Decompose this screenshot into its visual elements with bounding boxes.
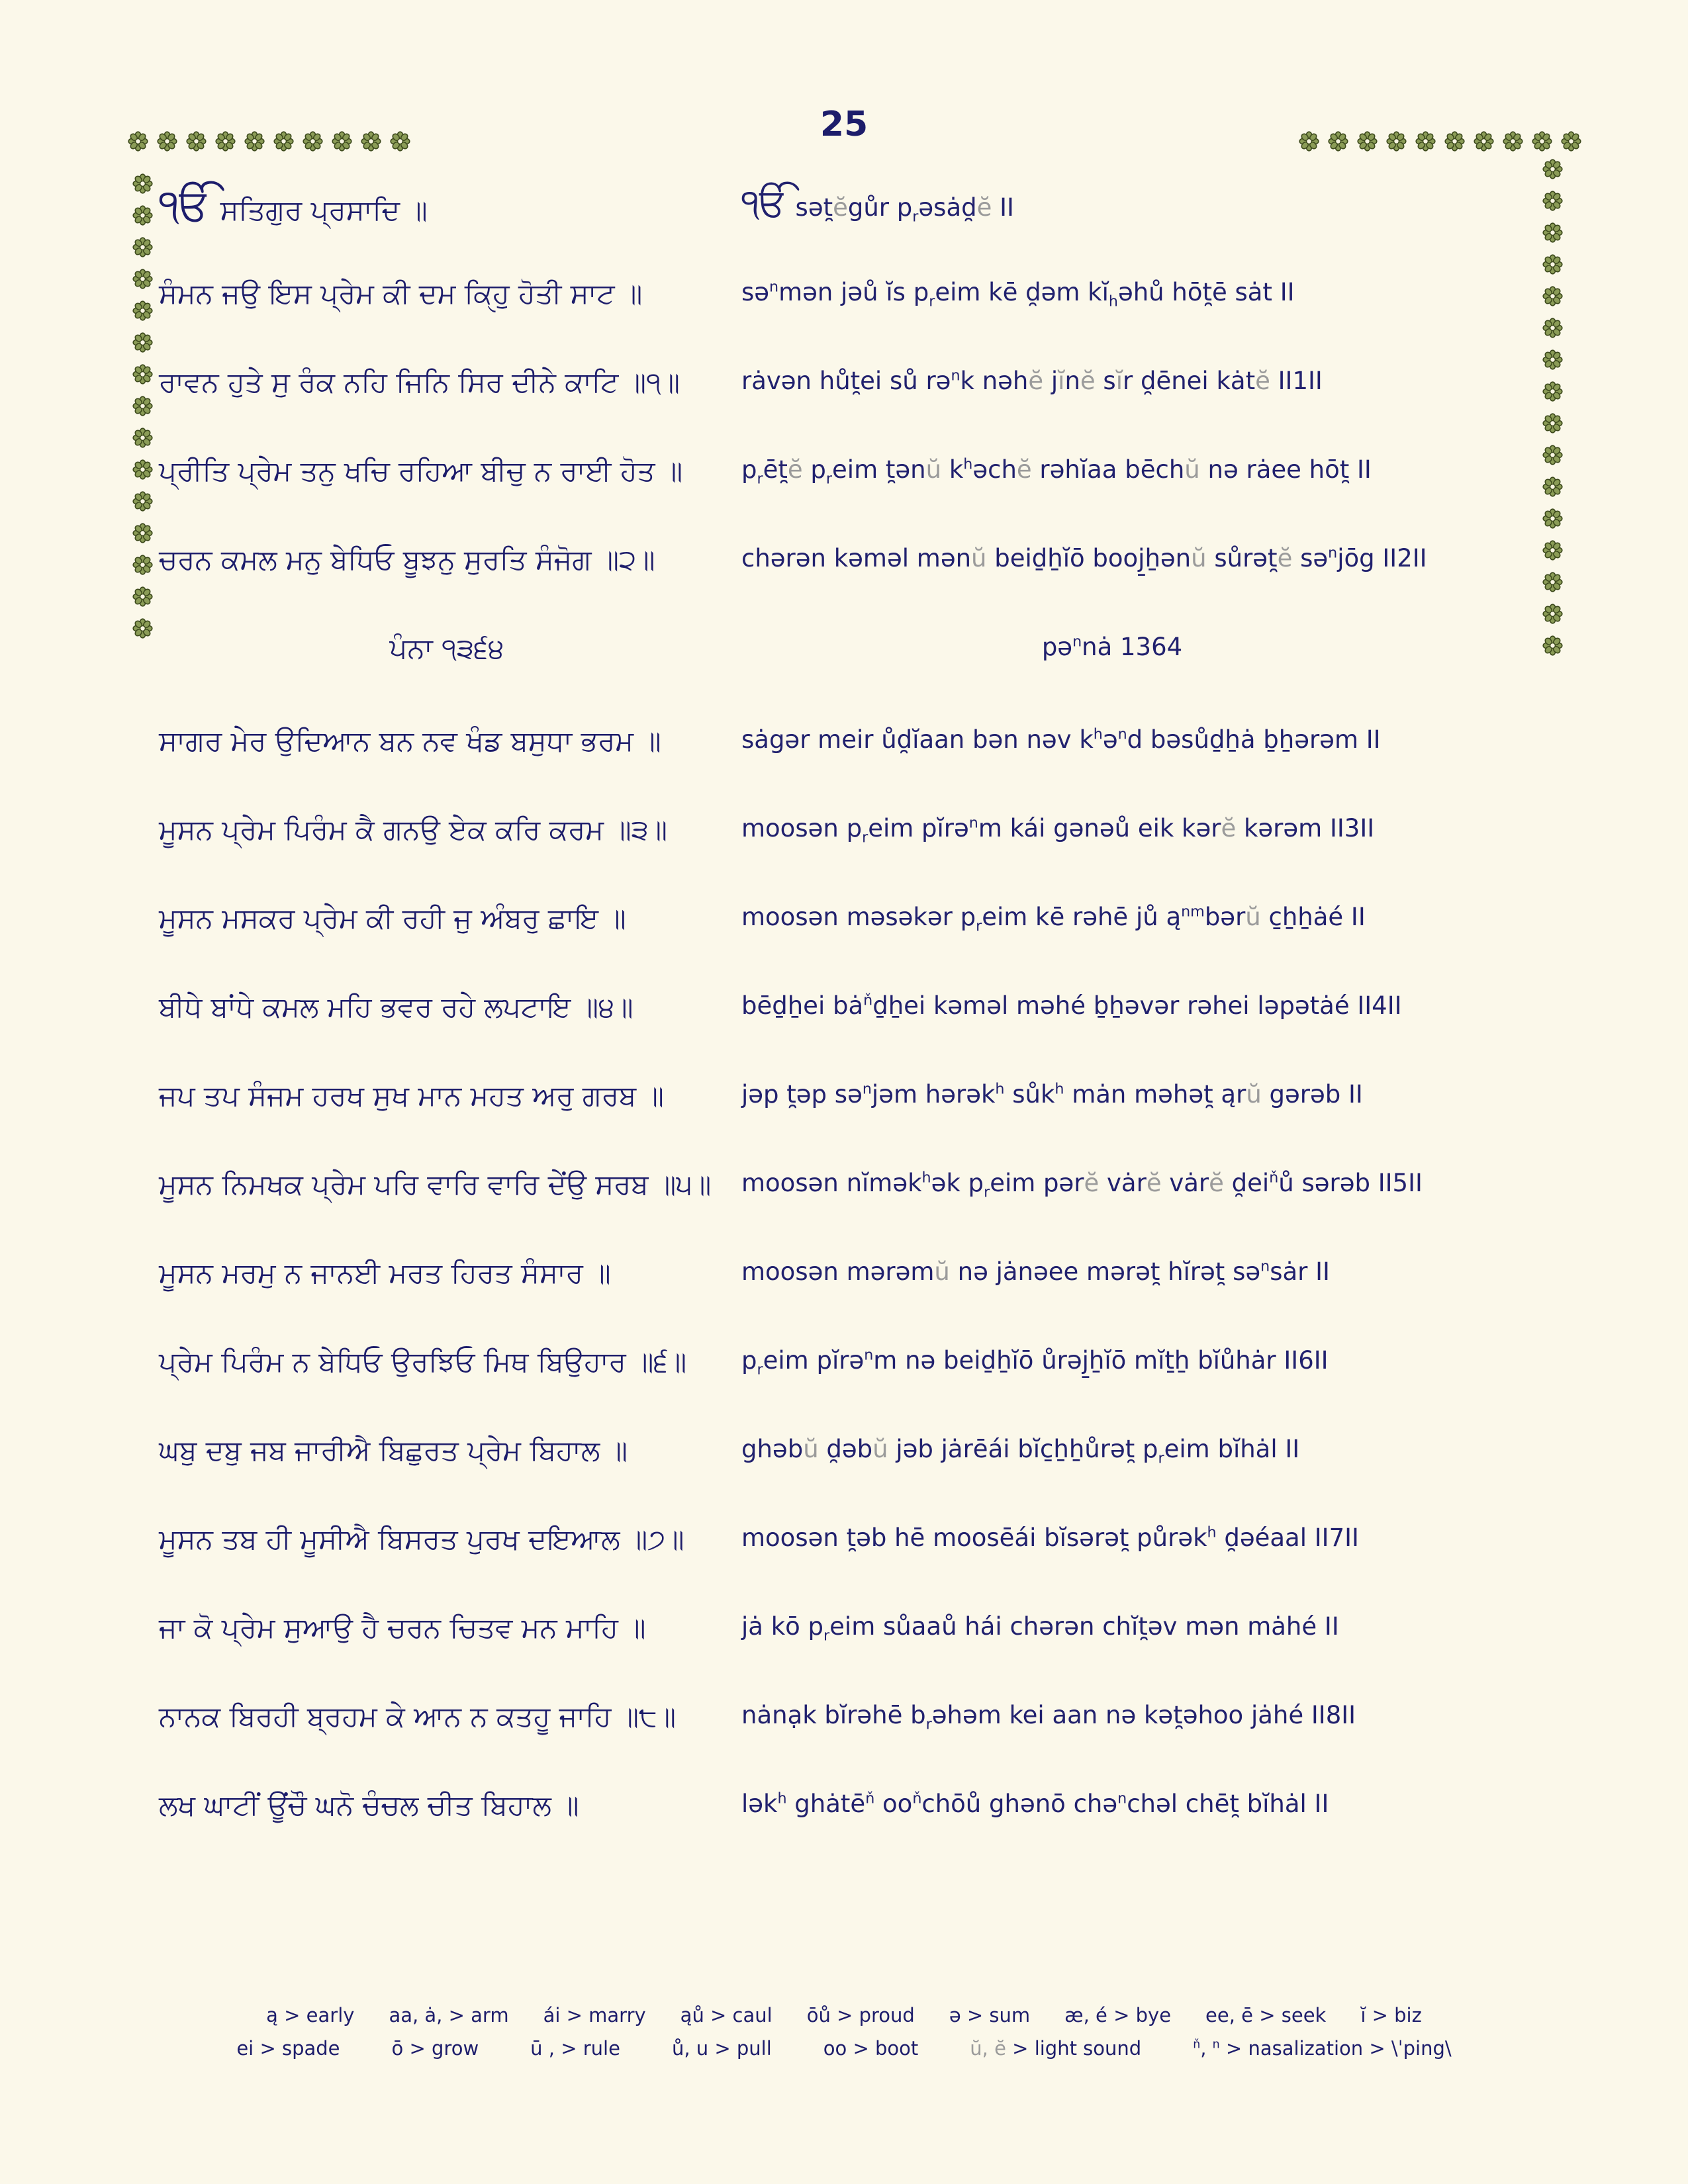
flower-icon: [1561, 131, 1581, 152]
gurmukhi-line: ਪ੍ਰੀਤਿ ਪ੍ਰੇਮ ਤਨੁ ਖਚਿ ਰਹਿਆ ਬੀਚੁ ਨ ਰਾਈ ਹੋਤ ॥: [159, 455, 683, 487]
flower-icon: [132, 618, 153, 639]
flower-icon: [132, 237, 153, 257]
verse-row: [159, 809, 1489, 891]
flower-icon: [1415, 131, 1436, 152]
flower-icon: [1357, 131, 1378, 152]
legend-item: ō > grow: [391, 2037, 479, 2060]
flower-icon: [132, 269, 153, 289]
transliteration-line: lək$^h$ ghȧtē$^ň$ $oo^ňchōů$ ghənō chə$^n$chəl chēt̯ bĭhȧl II: [741, 1790, 1329, 1818]
legend-item: ái > marry: [543, 2004, 646, 2026]
legend-item: ąů > caul: [680, 2004, 773, 2026]
flower-icon: [1542, 477, 1563, 497]
verse-row: [159, 1075, 1489, 1157]
flower-icon: [132, 396, 153, 416]
gurmukhi-line: ਪ੍ਰੇਮ ਪਿਰੰਮ ਨ ਬੇਧਿਓ ਉਰਝਿਓ ਮਿਥ ਬਿਉਹਾਰ ॥੬॥: [159, 1345, 687, 1378]
legend-item: ŭ, ĕ > light sound: [970, 2037, 1142, 2060]
flower-border-top-left: [128, 131, 410, 152]
flower-icon: [1542, 318, 1563, 338]
flower-icon: [1542, 254, 1563, 275]
flower-icon: [1542, 286, 1563, 306]
flower-icon: [1542, 540, 1563, 561]
flower-icon: [157, 131, 177, 152]
flower-icon: [215, 131, 236, 152]
page-reference-header: [159, 627, 1489, 713]
legend-item: ōů > proud: [806, 2004, 915, 2026]
transliteration-line: $p_rēt̯ĕ$ $p_reim$ t̯ənŭ $k^həchĕ$ rəhĭaa bēchŭ nə rȧee hōt̯ II: [741, 455, 1372, 488]
flower-icon: [132, 300, 153, 321]
flower-icon: [1542, 159, 1563, 179]
flower-icon: [1542, 635, 1563, 656]
gurmukhi-line: ਰਾਵਨ ਹੁਤੇ ਸੁ ਰੰਕ ਨਹਿ ਜਿਨਿ ਸਿਰ ਦੀਨੇ ਕਾਟਿ ॥੧॥: [159, 366, 680, 398]
legend-item: æ, é > bye: [1064, 2004, 1172, 2026]
flower-border-left: [132, 173, 153, 639]
transliteration-line: moosən mərəmŭ nə jȧnəee mərət̯ hĭrət̯ sə$^n$sȧr II: [741, 1257, 1330, 1286]
flower-icon: [244, 131, 265, 152]
flower-icon: [1542, 191, 1563, 211]
gurmukhi-line: ਮੂਸਨ ਨਿਮਖਕ ਪ੍ਰੇਮ ਪਰਿ ਵਾਰਿ ਵਾਰਿ ਦੇਂਉ ਸਰਬ ॥੫॥: [159, 1168, 712, 1201]
pronunciation-legend-row-2: [0, 2037, 1688, 2060]
verse-row: [159, 181, 1489, 266]
transliteration-line: bēḏẖei $bȧ^ňḏẖei$ kəməl məhé ḇẖəvər rəhei ləpətȧé II4II: [741, 991, 1402, 1020]
scripture-content: [159, 181, 1489, 1873]
transliteration-line: jəp t̯əp sə$^n$jəm hərək$^h$ sůk$^h$ mȧn məhət̯ ąrŭ gərəb II: [741, 1080, 1363, 1109]
flower-icon: [128, 131, 148, 152]
verse-row: [159, 1696, 1489, 1778]
flower-icon: [303, 131, 323, 152]
legend-item: oo > boot: [823, 2037, 919, 2060]
legend-item: ee, ē > seek: [1205, 2004, 1327, 2026]
gurmukhi-line: ਮੂਸਨ ਮਸਕਰ ਪ੍ਰੇਮ ਕੀ ਰਹੀ ਜੁ ਅੰਬਰੁ ਛਾਇ ॥: [159, 902, 626, 934]
legend-item: ei > spade: [236, 2037, 340, 2060]
flower-icon: [1299, 131, 1319, 152]
gurmukhi-line: ਸਾਗਰ ਮੇਰ ਉਦਿਆਨ ਬਨ ਨਵ ਖੰਡ ਬਸੁਧਾ ਭਰਮ ॥: [159, 725, 661, 757]
verse-row: [159, 450, 1489, 532]
legend-item: ĭ > biz: [1360, 2004, 1422, 2026]
gurmukhi-line: ਚਰਨ ਕਮਲ ਮਨੁ ਬੇਧਿਓ ਬੂਝਨੁ ਸੁਰਤਿ ਸੰਜੋਗ ॥੨॥: [159, 543, 655, 576]
legend-item: aa, ȧ, > arm: [389, 2004, 509, 2026]
flower-icon: [132, 428, 153, 448]
legend-item: ū , > rule: [530, 2037, 620, 2060]
legend-item: $^ň$, $^n$ > nasalization > \ˈping\: [1193, 2037, 1452, 2060]
gurmukhi-line: ਜਪ ਤਪ ਸੰਜਮ ਹਰਖ ਸੁਖ ਮਾਨ ਮਹਤ ਅਰੁ ਗਰਬ ॥: [159, 1079, 664, 1112]
flower-icon: [273, 131, 294, 152]
flower-icon: [1542, 508, 1563, 529]
flower-icon: [132, 364, 153, 385]
gurmukhi-line: ਨਾਨਕ ਬਿਰਹੀ ਬ੍ਰਹਮ ਕੇ ਆਨ ਨ ਕਤਹੂ ਜਾਹਿ ॥੮॥: [159, 1700, 677, 1733]
gurmukhi-line: ਲਖ ਘਾਟੀਂ ਊਂਚੌ ਘਨੋ ਚੰਚਲ ਚੀਤ ਬਿਹਾਲ ॥: [159, 1789, 579, 1821]
gurmukhi-line: ਮੂਸਨ ਮਰਮੁ ਨ ਜਾਨਈ ਮਰਤ ਹਿਰਤ ਸੰਸਾਰ ॥: [159, 1257, 611, 1289]
gurmukhi-page-reference: ਪੰਨਾ ੧੩੬੪: [389, 632, 504, 664]
transliteration-line: moosən nĭmək$^h$ək $p_reim$ pərĕ vȧrĕ vȧrĕ $d̯ei^ňů$ sərəb II5II: [741, 1169, 1423, 1201]
flower-icon: [132, 459, 153, 480]
flower-icon: [186, 131, 207, 152]
verse-row: [159, 1518, 1489, 1600]
pronunciation-legend-row-1: [0, 2004, 1688, 2026]
verse-row: [159, 1607, 1489, 1689]
transliteration-line: chərən kəməl mənŭ beiḏẖĭō booj̱ẖənŭ sůrət̯ĕ sə$^n$jōg II2II: [741, 544, 1427, 572]
flower-icon: [132, 332, 153, 353]
flower-icon: [132, 491, 153, 512]
legend-item: ə > sum: [949, 2004, 1031, 2026]
gurmukhi-line: ਬੀਧੇ ਬਾਂਧੇ ਕਮਲ ਮਹਿ ਭਵਰ ਰਹੇ ਲਪਟਾਇ ॥੪॥: [159, 991, 633, 1023]
gurmukhi-line: ਮੂਸਨ ਤਬ ਹੀ ਮੂਸੀਐ ਬਿਸਰਤ ਪੁਰਖ ਦਇਆਲ ॥੭॥: [159, 1523, 684, 1555]
gurmukhi-line: ਜਾ ਕੋ ਪ੍ਰੇਮ ਸੁਆਉ ਹੈ ਚਰਨ ਚਿਤਵ ਮਨ ਮਾਹਿ ॥: [159, 1612, 646, 1644]
flower-icon: [1542, 381, 1563, 402]
flower-icon: [132, 205, 153, 226]
flower-icon: [332, 131, 352, 152]
legend-item: ą > early: [266, 2004, 355, 2026]
gurmukhi-line: ਸੰਮਨ ਜਉ ਇਸ ਪ੍ਰੇਮ ਕੀ ਦਮ ਕਿੑਹੁ ਹੋਤੀ ਸਾਟ ॥: [159, 277, 643, 310]
gurmukhi-line: ਘਬੁ ਦਬੁ ਜਬ ਜਾਰੀਐ ਬਿਛੁਰਤ ਪ੍ਰੇਮ ਬਿਹਾਲ ॥: [159, 1434, 628, 1467]
flower-icon: [1532, 131, 1552, 152]
verse-row: [159, 1341, 1489, 1423]
verse-row: [159, 1252, 1489, 1334]
flower-icon: [361, 131, 381, 152]
flower-icon: [132, 555, 153, 575]
verse-row: [159, 1163, 1489, 1246]
page-number: 25: [820, 105, 868, 144]
verse-row: [159, 897, 1489, 979]
flower-icon: [132, 586, 153, 607]
flower-icon: [1542, 413, 1563, 433]
transliteration-line: jȧ kō $p_reim$ sůaaů hái chərən chĭt̯əv mən mȧhé II: [741, 1612, 1339, 1645]
flower-icon: [1503, 131, 1523, 152]
flower-icon: [1386, 131, 1407, 152]
flower-icon: [1444, 131, 1465, 152]
verse-row: [159, 539, 1489, 621]
verse-row: [159, 986, 1489, 1068]
flower-border-top-right: [1299, 131, 1581, 152]
flower-icon: [132, 523, 153, 543]
transliteration-line: ੴ sət̯ĕgůr $p_rəsȧd̯ĕ$ II: [741, 181, 1014, 226]
transliteration-line: ghəbŭ d̯əbŭ jəb jȧrēái bĭc̱ẖẖůrət̯ $p_reim$ bĭhȧl II: [741, 1435, 1300, 1467]
legend-item: ů, u > pull: [671, 2037, 772, 2060]
transliteration-page-reference: pə$^n$nȧ 1364: [1041, 633, 1183, 661]
flower-icon: [390, 131, 410, 152]
flower-icon: [132, 173, 153, 194]
verse-row: [159, 1784, 1489, 1866]
gurmukhi-line: ੴ ਸਤਿਗੁਰ ਪ੍ਰਸਾਦਿ ॥: [159, 181, 428, 230]
flower-icon: [1328, 131, 1348, 152]
flower-icon: [1542, 445, 1563, 465]
flower-icon: [1542, 604, 1563, 624]
transliteration-line: rȧvən hůt̯ei sů rə$^n$k nəhĕ jĭnĕ sĭr d̯ēnei kȧtĕ II1II: [741, 367, 1323, 395]
transliteration-line: nȧnạk bĭrəhē $b_rəhəm$ kei aan nə kət̯əhoo jȧhé II8II: [741, 1701, 1356, 1733]
pronunciation-legend: [0, 2004, 1688, 2060]
verse-row: [159, 1430, 1489, 1512]
transliteration-line: moosən $p_reim$ pĭrə$^n$m kái gənəů eik kərĕ kərəm II3II: [741, 814, 1375, 846]
flower-icon: [1542, 572, 1563, 592]
verse-row: [159, 361, 1489, 443]
gurmukhi-line: ਮੂਸਨ ਪ੍ਰੇਮ ਪਿਰੰਮ ਕੈ ਗਨਉ ਏਕ ਕਰਿ ਕਰਮ ॥੩॥: [159, 813, 668, 846]
flower-icon: [1542, 349, 1563, 370]
verse-row: [159, 273, 1489, 355]
transliteration-line: moosən t̯əb hē moosēái bĭsərət̯ půrək$^h$ d̯əéaal II7II: [741, 1524, 1359, 1552]
flower-border-right: [1542, 159, 1563, 656]
flower-icon: [1474, 131, 1494, 152]
flower-icon: [1542, 222, 1563, 243]
transliteration-line: sȧgər meir ůd̯ĭaan bən nəv $k^hə^nd$ bəsůḏẖȧ ḇẖərəm II: [741, 725, 1381, 754]
transliteration-line: sə$^n$mən jəů ĭs $p_reim$ kē d̯əm $kĭ_həhů$ hōt̯ē sȧt II: [741, 278, 1295, 310]
transliteration-line: $p_reim$ pĭrə$^n$m nə beiḏẖĭō ůrəj̱ẖĭō mĭṯẖ bĭůhȧr II6II: [741, 1346, 1329, 1379]
verse-row: [159, 720, 1489, 802]
transliteration-line: moosən məsəkər $p_reim$ kē rəhē jů $ą^{nm}bərŭ$ c̱ẖẖȧé II: [741, 903, 1366, 935]
